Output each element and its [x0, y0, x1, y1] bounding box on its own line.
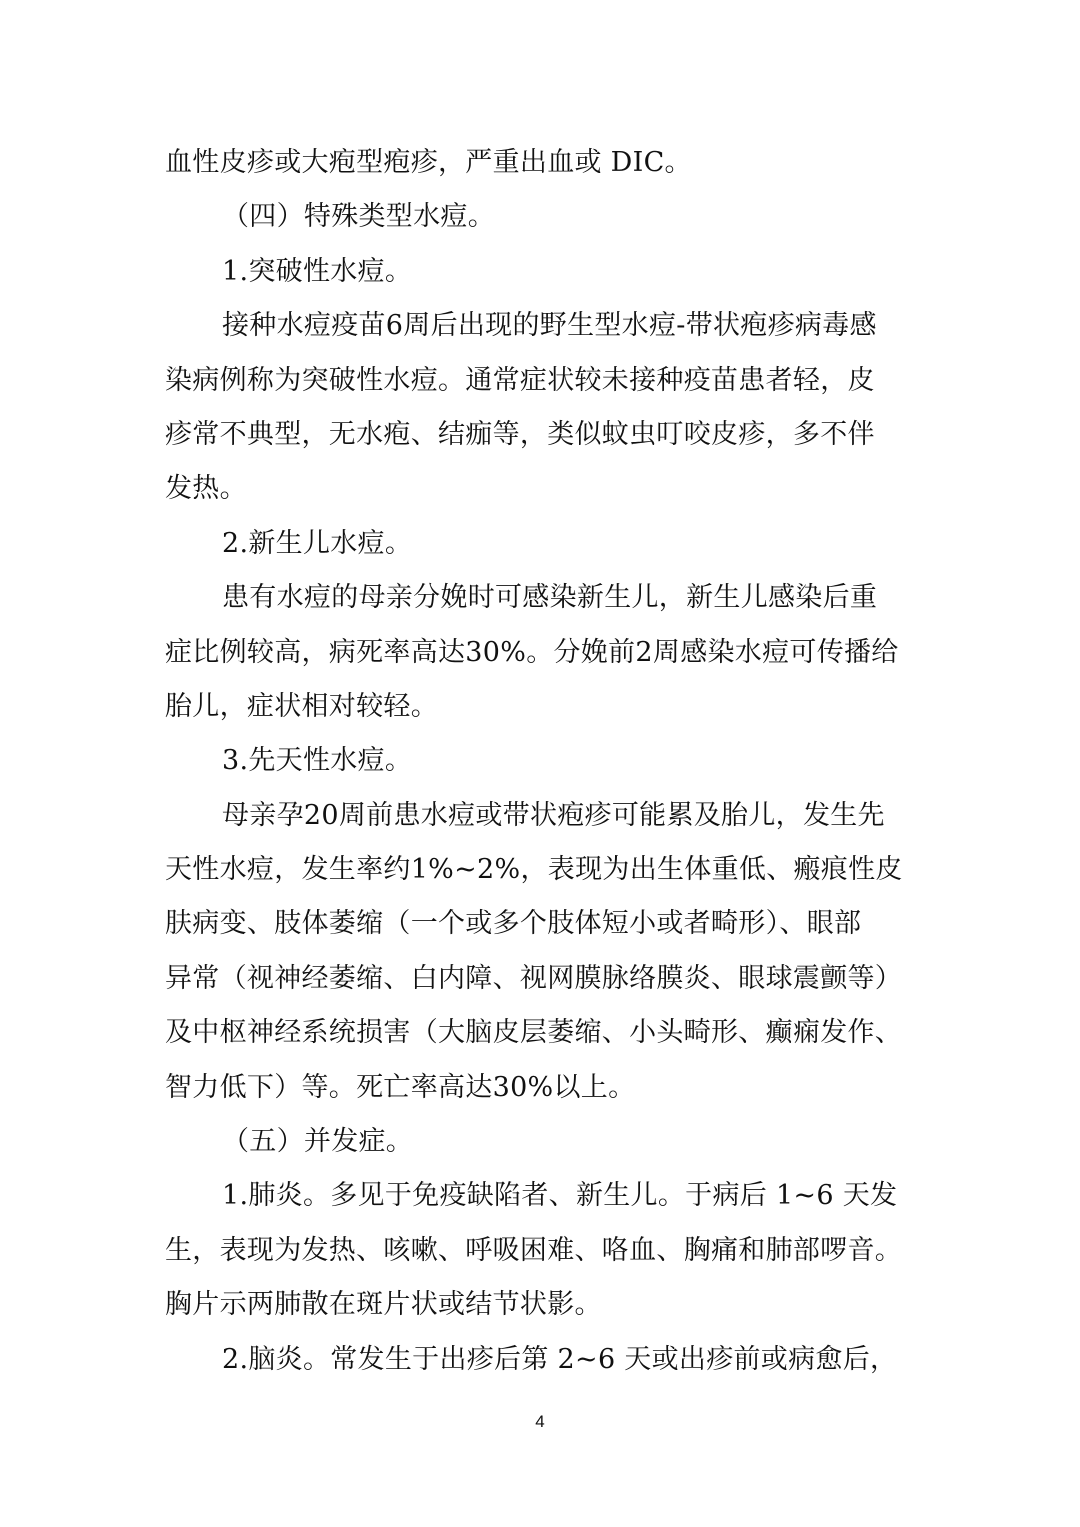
- text-line: 症比例较高，病死率高达30%。分娩前2周感染水痘可传播给: [165, 636, 899, 668]
- text-line: 生，表现为发热、咳嗽、呼吸困难、咯血、胸痛和肺部啰音。: [165, 1234, 903, 1266]
- text-line: 患有水痘的母亲分娩时可感染新生儿，新生儿感染后重: [222, 582, 878, 614]
- subheading-neonatal-varicella: 2.新生儿水痘。: [222, 527, 413, 559]
- text-line: 发热。: [165, 473, 247, 505]
- text-line: 疹常不典型，无水疱、结痂等，类似蚊虫叮咬皮疹，多不伴: [165, 418, 875, 450]
- text-line: 染病例称为突破性水痘。通常症状较未接种疫苗患者轻，皮: [165, 364, 875, 396]
- text-line: 异常（视神经萎缩、白内障、视网膜脉络膜炎、眼球震颤等）: [165, 962, 903, 994]
- text-line: 智力低下）等。死亡率高达30%以上。: [165, 1071, 636, 1103]
- text-line: 1.肺炎。多见于免疫缺陷者、新生儿。于病后 1~6 天发: [222, 1180, 898, 1212]
- text-line: 血性皮疹或大疱型疱疹，严重出血或 DIC。: [165, 147, 692, 178]
- text-line: 2.脑炎。常发生于出疹后第 2~6 天或出疹前或病愈后，: [222, 1343, 898, 1375]
- text-line: 胸片示两肺散在斑片状或结节状影。: [165, 1289, 602, 1321]
- text-line: 母亲孕20周前患水痘或带状疱疹可能累及胎儿，发生先: [222, 799, 885, 831]
- text-line: 天性水痘，发生率约1%~2%，表现为出生体重低、瘢痕性皮: [165, 854, 903, 886]
- text-line: 胎儿，症状相对较轻。: [165, 690, 438, 722]
- body-text: [165, 136, 917, 1387]
- section-heading-complications: （五）并发症。: [222, 1126, 414, 1158]
- page-number: 4: [535, 1412, 545, 1431]
- text-line: 接种水痘疫苗6周后出现的野生型水痘-带状疱疹病毒感: [222, 310, 877, 342]
- subheading-breakthrough-varicella: 1.突破性水痘。: [222, 255, 413, 287]
- section-heading-special-types: （四）特殊类型水痘。: [222, 201, 495, 233]
- subheading-congenital-varicella: 3.先天性水痘。: [222, 745, 413, 777]
- text-line: 肤病变、肢体萎缩（一个或多个肢体短小或者畸形）、眼部: [165, 908, 862, 940]
- text-line: 及中枢神经系统损害（大脑皮层萎缩、小头畸形、癫痫发作、: [165, 1017, 903, 1049]
